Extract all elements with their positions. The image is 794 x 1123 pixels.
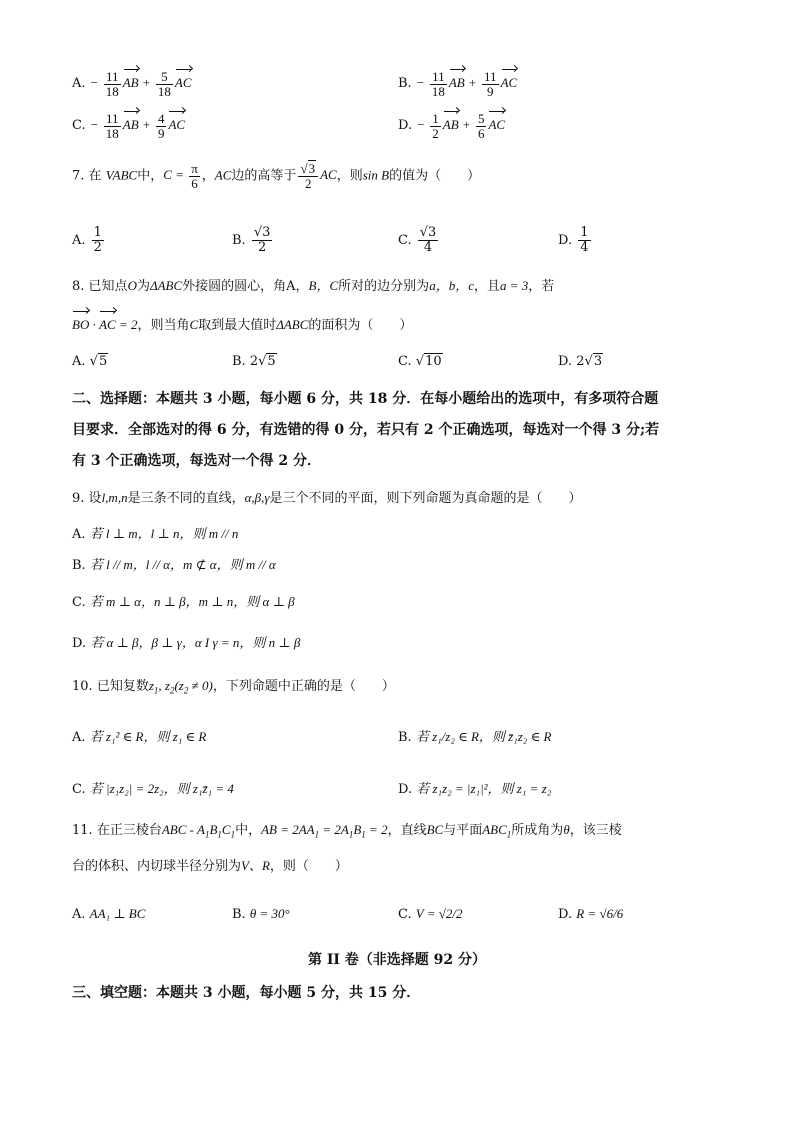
coefficient: 2 xyxy=(249,354,259,369)
q9-option-d xyxy=(72,633,300,654)
option-label: C. xyxy=(398,907,412,922)
option-label: D. xyxy=(398,118,413,133)
section-2-line1: 二、选择题：本题共 3 小题，每小题 6 分，共 18 分．在每小题给出的选项中，有多项符合题 xyxy=(72,391,659,407)
question-number: 11. xyxy=(72,823,93,838)
section-2-line2: 目要求．全部选对的得 6 分，有选错的得 0 分，若只有 2 个正确选项，每选对一个得 3 分;若 xyxy=(72,422,660,438)
text: 在正三棱台 xyxy=(96,823,162,838)
q7-stem xyxy=(72,162,480,191)
text: ，则（ ） xyxy=(269,859,348,874)
option-label: D. xyxy=(558,907,573,922)
numerator: √3 xyxy=(419,225,437,240)
dot-product: BO · AC = 2 xyxy=(72,317,138,332)
text: 中， xyxy=(137,168,164,184)
q6-b-math: − $\frac{11}{18}$ AB + $\frac{11}{9}$ AC xyxy=(416,75,517,90)
text: ，该三棱 xyxy=(569,823,622,838)
option-text: 若 m ⊥ α，n ⊥ β，m ⊥ n，则 α ⊥ β xyxy=(89,594,295,609)
q11-option-d xyxy=(558,904,623,925)
q11-option-b xyxy=(232,904,290,925)
question-number: 9. xyxy=(72,491,85,506)
text: 中， xyxy=(235,823,262,838)
question-number: 10. xyxy=(72,679,93,694)
section-2-line3: 有 3 个正确选项，每选对一个得 2 分． xyxy=(72,453,321,469)
section-3-heading: 三、填空题：本题共 3 小题，每小题 5 分，共 15 分． xyxy=(72,985,421,1001)
q11-option-a xyxy=(72,904,145,925)
q10-option-d xyxy=(398,779,551,800)
numerator: 1 xyxy=(580,225,589,240)
q10-option-b xyxy=(398,727,551,748)
height-expr: $\frac{√3}{2}$ AC xyxy=(300,161,337,191)
option-text: 若 l ⊥ m，l ⊥ n，则 m // n xyxy=(89,526,239,541)
q6-a-math: − $\frac{11}{18}$ AB + $\frac{5}{18}$ AC xyxy=(90,75,192,90)
q9-stem: 9. 设l,m,n是三条不同的直线，α,β,γ是三个不同的平面，则下列命题为真命题的是（ ） xyxy=(72,490,582,506)
q7-option-d xyxy=(558,226,593,255)
option-label: A. xyxy=(72,76,86,91)
option-label: A. xyxy=(72,730,86,745)
option-label: C. xyxy=(72,118,86,133)
option-label: B. xyxy=(72,558,86,573)
text: ，则 xyxy=(336,168,363,184)
option-label: B. xyxy=(232,354,246,369)
sin-b: sin B xyxy=(362,167,390,183)
q6-option-d xyxy=(398,108,505,141)
q6-option-a xyxy=(72,66,192,99)
option-text: θ = 30° xyxy=(249,906,290,921)
text: 所成角为 xyxy=(511,823,564,838)
q6-d-math: − $\frac{1}{2}$ AB + $\frac{5}{6}$ AC xyxy=(416,117,505,132)
option-label: A. xyxy=(72,354,86,369)
radicand: 5 xyxy=(98,354,108,369)
q8-stem-line2: BO · AC = 2，则当角C取到最大值时ΔABC的面积为（ ） xyxy=(72,308,412,336)
text: ，且 xyxy=(473,279,500,294)
coefficient: 2 xyxy=(576,354,585,369)
q9-option-a xyxy=(72,524,238,545)
q9-option-b xyxy=(72,555,276,576)
text: 已知复数 xyxy=(96,679,149,694)
text: ，若 xyxy=(528,279,555,294)
denominator: 2 xyxy=(93,240,102,255)
text: 设 xyxy=(88,491,102,506)
option-text: 若 |z₁z₂| = 2z₂，则 z₁z̄₁ = 4 xyxy=(89,781,234,796)
text: 的面积为（ ） xyxy=(308,318,413,333)
q8-option-b: B. 2√5 xyxy=(232,354,276,369)
option-label: A. xyxy=(72,907,86,922)
option-label: C. xyxy=(72,595,86,610)
option-text: 若 l // m，l // α，m ⊄ α，则 m // α xyxy=(89,557,276,572)
q7-option-b xyxy=(232,226,274,255)
q8-stem-line1: 8. 已知点O为ΔABC外接圆的圆心，角A，B，C所对的边分别为a，b，c，且a = 3，若 xyxy=(72,278,555,294)
text: ，直线 xyxy=(387,823,427,838)
q7-option-a xyxy=(72,226,106,255)
text: ，则当角 xyxy=(137,318,190,333)
option-label: D. xyxy=(558,354,573,369)
q10-stem: 10. 已知复数$z_1$, $z_2(z_2 \ne 0)$，下列命题中正确的是（ ） xyxy=(72,678,395,696)
q8-option-d: D. 2√3 xyxy=(558,354,603,369)
text: ，下列命题中正确的是（ ） xyxy=(212,679,395,694)
denominator: 4 xyxy=(580,240,589,255)
option-label: A. xyxy=(72,233,86,248)
option-label: B. xyxy=(398,730,412,745)
angle-c: C = $\frac{\pi}{6}$ xyxy=(163,161,198,191)
option-label: B. xyxy=(232,907,246,922)
text: 外接圆的圆心，角A， xyxy=(182,279,309,294)
q8-option-c: C. √10 xyxy=(398,354,442,369)
text: 的值为（ ） xyxy=(389,168,481,184)
text: 所对的边分别为 xyxy=(338,279,430,294)
triangle-label: VABC xyxy=(105,167,138,183)
option-label: C. xyxy=(72,782,86,797)
denominator: 2 xyxy=(257,240,267,255)
option-text: R = √6/6 xyxy=(576,906,624,921)
text: 与平面 xyxy=(443,823,483,838)
radicand: 10 xyxy=(425,354,442,369)
side-ac: AC xyxy=(214,167,232,183)
denominator: 4 xyxy=(423,240,433,255)
option-text: 若 α ⊥ β，β ⊥ γ，α I γ = n，则 n ⊥ β xyxy=(90,635,301,650)
part-2-title: 第 II 卷（非选择题 92 分） xyxy=(307,952,487,968)
option-label: D. xyxy=(398,782,413,797)
option-text: V = √2/2 xyxy=(415,906,463,921)
option-text: 若 z₁/z₂ ∈ R，则 z̄₁z₂ ∈ R xyxy=(415,729,552,744)
q7-option-c xyxy=(398,226,440,255)
text: 台的体积、内切球半径分别为 xyxy=(72,859,242,874)
question-number: 8. xyxy=(72,279,85,294)
q10-option-c xyxy=(72,779,234,800)
question-number: 7. xyxy=(72,168,85,184)
option-label: A. xyxy=(72,527,86,542)
q6-option-c xyxy=(72,108,185,141)
q11-stem-line1: 11. 在正三棱台ABC - $A_1B_1C_1$中，AB = $2AA_1 = 2A_1B_1 = 2$，直线BC与平面$ABC_1$所成角为θ，该三棱 xyxy=(72,822,622,840)
text: 是三个不同的平面，则下列命题为真命题的是（ ） xyxy=(269,491,582,506)
option-text: 若 z₁² ∈ R，则 z₁ ∈ R xyxy=(89,729,207,744)
radicand: 5 xyxy=(267,354,276,369)
option-label: B. xyxy=(232,233,246,248)
numerator: √3 xyxy=(253,225,271,240)
text: 已知点 xyxy=(88,279,128,294)
text: 在 xyxy=(88,168,102,184)
q11-stem-line2: 台的体积、内切球半径分别为V、R，则（ ） xyxy=(72,858,348,874)
text: 取到最大值时 xyxy=(198,318,277,333)
radicand: 3 xyxy=(593,354,603,369)
option-label: C. xyxy=(398,233,412,248)
q9-option-c xyxy=(72,592,295,613)
text: 边的高等于 xyxy=(231,168,297,184)
text: ， xyxy=(201,168,215,184)
q8-option-a: A. √5 xyxy=(72,354,108,369)
q6-option-b xyxy=(398,66,517,99)
q11-option-c xyxy=(398,904,463,925)
q6-c-math: − $\frac{11}{18}$ AB + $\frac{4}{9}$ AC xyxy=(90,117,185,132)
option-text: 若 z₁z₂ = |z₁|²，则 z₁ = z₂ xyxy=(416,781,552,796)
q10-option-a xyxy=(72,727,206,748)
option-label: D. xyxy=(72,636,87,651)
option-text: AA₁ ⊥ BC xyxy=(89,906,146,921)
text: 为 xyxy=(136,279,150,294)
option-label: C. xyxy=(398,354,412,369)
option-label: D. xyxy=(558,233,573,248)
text: 是三条不同的直线， xyxy=(127,491,245,506)
numerator: 1 xyxy=(93,225,102,240)
option-label: B. xyxy=(398,76,412,91)
